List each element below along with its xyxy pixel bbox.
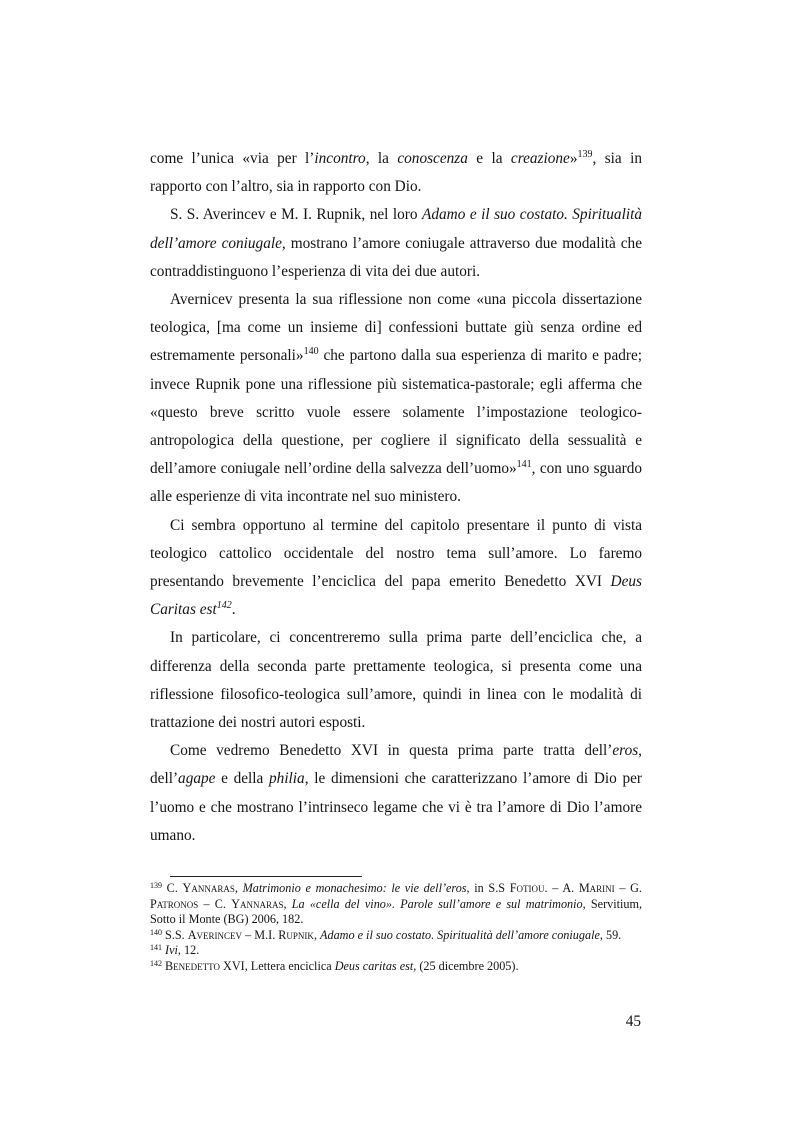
italic-text: agape [178,770,216,788]
paragraph [150,145,642,201]
text-run: che partono dalla sua esperienza di marito e padre; invece Rupnik pone una riflessione più sistematica-pastorale; egli afferma che «questo breve scritto vuole essere solamente l’impostazione teologico-antropologica della questione, per cogliere il significato della sessualità e dell’amore coniugale nell’ordine della salvezza dell’uomo» [150,347,643,478]
text-run: – M.I. [242,927,279,942]
footnote-ref: 142 [216,600,232,612]
text-run: mostrano l’amore coniugale attraverso due modalità che contraddistinguono l’esperienza di vita dei due autori. [150,234,642,280]
text-run: – G. [614,881,642,895]
footnote-separator [170,876,362,877]
body-text [150,145,642,850]
footnote [150,881,642,928]
text-run: S. S. Averincev e M. I. Rupnik, nel loro [170,206,423,224]
text-run: Rupnik [278,927,314,942]
paragraph [150,512,642,625]
italic-text: Ivi [165,943,178,958]
footnote-ref: 139 [577,149,593,160]
text-run: Yannaras [231,896,284,911]
footnote [150,959,642,975]
text-run: S.S. [162,927,188,942]
text-run: » [569,150,578,167]
italic-text: Matrimonio e monachesimo: le vie dell’eros [242,881,467,895]
italic-text: conoscenza [397,150,468,167]
text-run: Averincev [187,927,243,942]
paragraph [150,286,642,512]
footnote-ref: 139 [150,881,162,890]
text-run: . [231,601,236,619]
page-number: 45 [625,1013,641,1030]
italic-text: Deus caritas est [334,958,414,973]
text-run: come l’unica «via per l’ [150,150,315,167]
text-run: , con uno sguardo alle esperienze di vita incontrate nel suo ministero. [150,460,643,506]
text-run: , Servitium, Sotto il Monte (BG) 2006, 182. [150,896,642,927]
text-run: Fotiou [509,881,545,895]
text-run: – C. [198,896,232,911]
footnote-ref: 142 [150,958,162,968]
footnote [150,928,642,944]
footnote-ref: 140 [303,346,319,358]
italic-text: philia [269,770,305,788]
text-run: Patronos [150,896,199,911]
text-run: , dell’ [150,742,642,788]
text-run: Ci sembra opportuno al termine del capitolo presentare il punto di vista teologico cattolico occidentale del nostro tema sull’amore. Lo faremo presentando brevemente l’enciclica del papa emerito Benedetto XVI [150,516,642,591]
text-run: , le dimensioni che caratterizzano l’amore di Dio per l’uomo e che mostrano l’intrinseco legame che vi è tra l’amore di Dio l’amore umano. [150,770,642,844]
text-run: Come vedremo Benedetto XVI in questa prima parte tratta dell’ [170,742,613,760]
italic-text: incontro [314,150,366,167]
text-run: In particolare, ci concentreremo sulla prima parte dell’enciclica che, a differenza della seconda parte prettamente teologica, si presenta come una riflessione filosofico-teologica sull’amore, quindi in linea con le modalità di trattazione dei nostri autori esposti. [150,629,642,732]
italic-text: eros [612,742,639,760]
italic-text: creazione [510,150,570,167]
text-run: , [313,927,321,942]
text-run: Avernicev presenta la sua riflessione non come «una piccola dissertazione teologica, [ma come un insieme di] confessioni buttate giù senza ordine ed estremamente personali» [150,291,642,365]
paragraph [150,624,642,737]
footnote-ref: 141 [516,459,532,471]
text-run: , 12. [177,943,200,958]
text-run: , [283,896,292,911]
italic-text: La «cella del vino». Parole sull’amore e sul matrimonio [291,896,583,911]
text-run: . – A. [544,881,579,895]
text-run: Benedetto [165,958,220,973]
paragraph [150,737,642,850]
text-run: Yannaras [182,881,235,895]
italic-text: Adamo e il suo costato. Spiritualità dell’amore coniugale, [150,206,642,252]
text-run: , in S.S [466,881,510,895]
text-run: , (25 dicembre 2005). [413,958,519,973]
footnote [150,943,642,959]
text-run: , 59. [599,927,622,942]
text-run: , sia in rapporto con l’altro, sia in rapporto con Dio. [150,150,642,196]
italic-text: Adamo e il suo costato. Spiritualità dell’amore coniugale [320,927,600,942]
text-run: , la [365,150,398,167]
italic-text: Deus Caritas est [150,573,642,619]
footnote-ref: 140 [150,927,162,937]
text-run: e della [215,770,270,788]
text-run: Marini [578,881,615,895]
text-run: XVI, Lettera enciclica [220,958,335,973]
text-run: C. [162,881,183,895]
text-run: e la [467,150,511,167]
text-run: , [234,881,243,895]
footnote-ref: 141 [150,943,162,953]
paragraph [150,201,642,286]
footnotes [150,881,642,975]
